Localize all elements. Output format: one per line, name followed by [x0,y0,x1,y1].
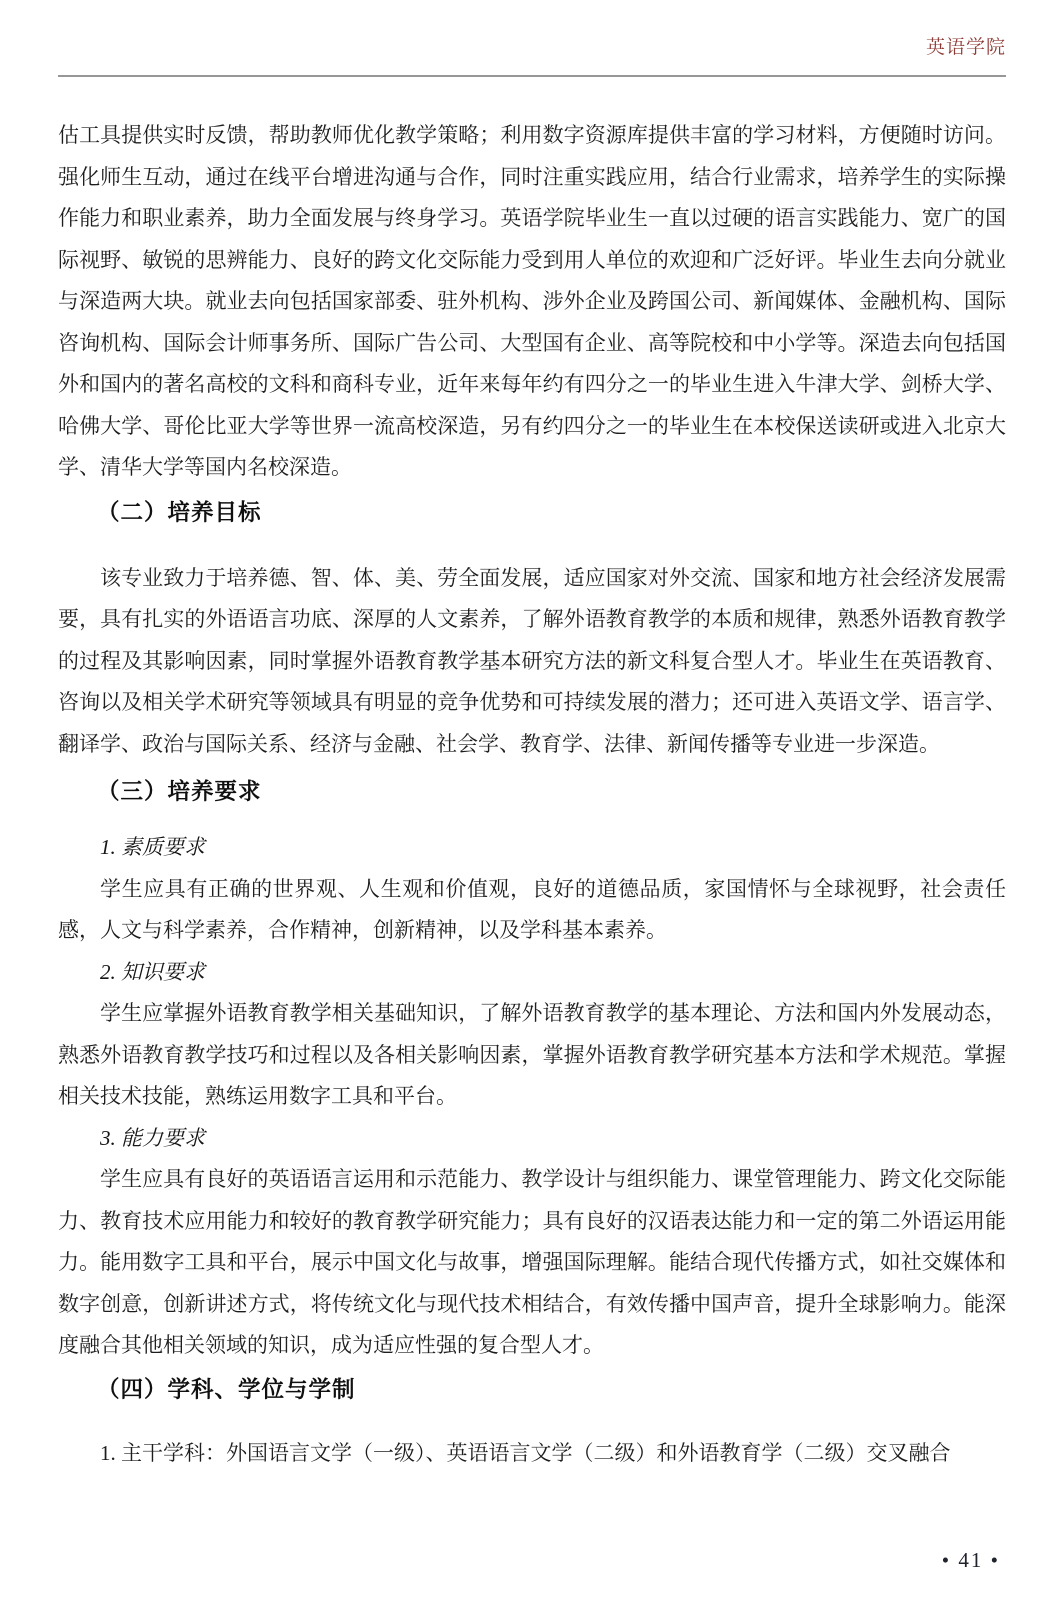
page-header [58,36,1006,62]
knowledge-requirements-paragraph: 学生应掌握外语教育教学相关基础知识，了解外语教育教学的基本理论、方法和国内外发展动态，熟悉外语教育教学技巧和过程以及各相关影响因素，掌握外语教育教学研究基本方法和学术规范。掌握相关技术技能，熟练运用数字工具和平台。 [58,1001,1006,1108]
header-rule [58,75,1006,77]
core-discipline-paragraph: 1. 主干学科：外国语言文学（一级）、英语语言文学（二级）和外语教育学（二级）交叉融合 [100,1440,951,1465]
section-heading-discipline-degree-duration: （四）学科、学位与学制 [97,1376,356,1402]
subheading-quality-requirements: 1. 素质要求 [100,835,205,859]
ability-requirements-paragraph: 学生应具有良好的英语语言运用和示范能力、教学设计与组织能力、课堂管理能力、跨文化交际能力、教育技术应用能力和较好的教育教学研究能力；具有良好的汉语表达能力和一定的第二外语运用能力。能用数字工具和平台，展示中国文化与故事，增强国际理解。能结合现代传播方式，如社交媒体和数字创意，创新讲述方式，将传统文化与现代技术相结合，有效传播中国声音，提升全球影响力。能深度融合其他相关领域的知识，成为适应性强的复合型人才。 [58,1167,1006,1357]
section-heading-training-objectives: （二）培养目标 [97,499,262,525]
requirement-item-quality [58,827,1006,952]
document-body [58,115,1006,1474]
section-heading-training-requirements: （三）培养要求 [97,779,262,804]
subheading-ability-requirements: 3. 能力要求 [100,1125,205,1150]
quality-requirements-paragraph: 学生应具有正确的世界观、人生观和价值观，良好的道德品质，家国情怀与全球视野，社会责任感，人文与科学素养，合作精神，创新精神，以及学科基本素养。 [58,876,1006,942]
header-college-title: 英语学院 [925,37,1006,58]
intro-paragraph: 估工具提供实时反馈，帮助教师优化教学策略；利用数字资源库提供丰富的学习材料，方便随时访问。强化师生互动，通过在线平台增进沟通与合作，同时注重实践应用，结合行业需求，培养学生的实际操作能力和职业素养，助力全面发展与终身学习。英语学院毕业生一直以过硬的语言实践能力、宽广的国际视野、敏锐的思辨能力、良好的跨文化交际能力受到用人单位的欢迎和广泛好评。毕业生去向分就业与深造两大块。就业去向包括国家部委、驻外机构、涉外企业及跨国公司、新闻媒体、金融机构、国际咨询机构、国际会计师事务所、国际广告公司、大型国有企业、高等院校和中小学等。深造去向包括国外和国内的著名高校的文科和商科专业，近年来每年约有四分之一的毕业生进入牛津大学、剑桥大学、哈佛大学、哥伦比亚大学等世界一流高校深造，另有约四分之一的毕业生在本校保送读研或进入北京大学、清华大学等国内名校深造。 [58,123,1006,479]
subheading-knowledge-requirements: 2. 知识要求 [100,959,205,984]
requirement-item-knowledge [58,952,1006,1118]
page-number: • 41 • [941,1548,1000,1572]
training-objectives-paragraph: 该专业致力于培养德、智、体、美、劳全面发展，适应国家对外交流、国家和地方社会经济发展需要，具有扎实的外语语言功底、深厚的人文素养，了解外语教育教学的本质和规律，熟悉外语教育教学的过程及其影响因素，同时掌握外语教育教学基本研究方法的新文科复合型人才。毕业生在英语教育、咨询以及相关学术研究等领域具有明显的竞争优势和可持续发展的潜力；还可进入英语文学、语言学、翻译学、政治与国际关系、经济与金融、社会学、教育学、法律、新闻传播等专业进一步深造。 [58,565,1006,756]
requirement-item-ability [58,1118,1006,1367]
